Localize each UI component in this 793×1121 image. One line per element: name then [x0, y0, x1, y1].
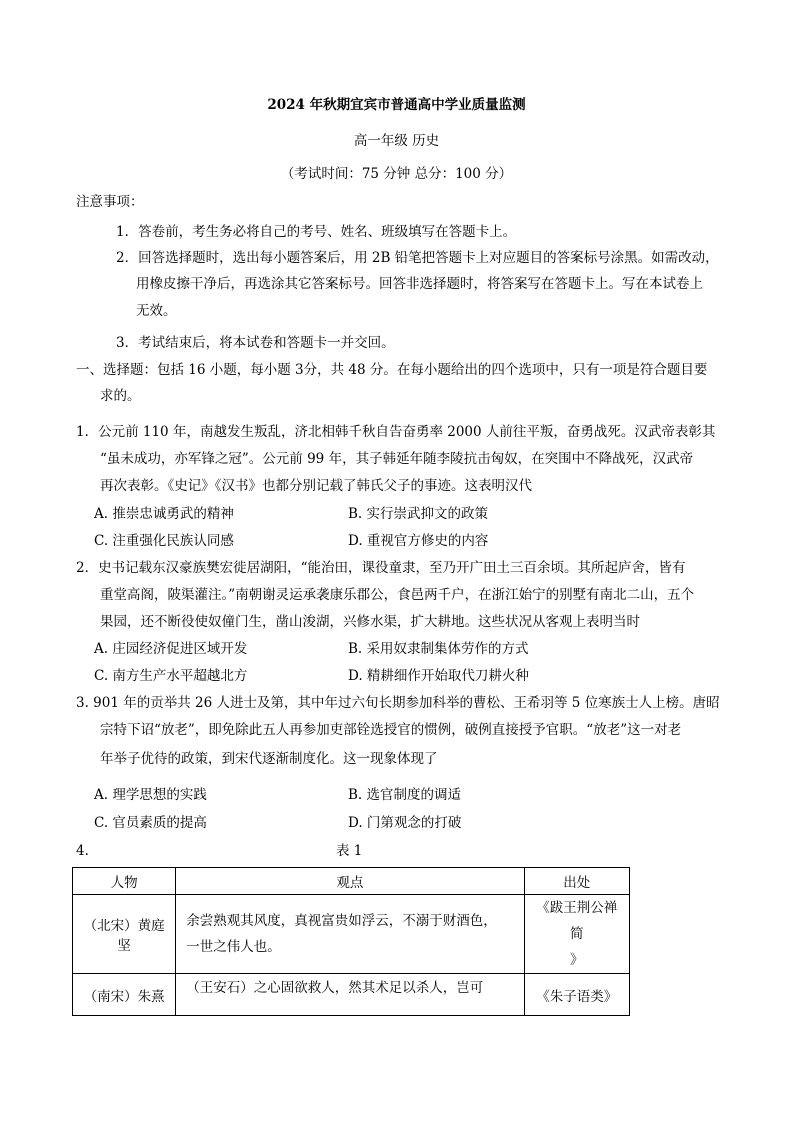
question-1-option-d[interactable]: D. 重视官方修史的内容: [348, 533, 489, 549]
question-1-option-b[interactable]: B. 实行崇武抑文的政策: [348, 506, 489, 522]
cell-view: [176, 895, 524, 974]
question-3-option-a[interactable]: A. 理学思想的实践: [94, 787, 207, 803]
question-1-stem: “虽未成功，亦军锋之冠”。公元前 99 年，其子韩延年随李陵抗击匈奴，在突围中不降战死，汉武帝: [100, 451, 694, 467]
table-header-row: [73, 868, 630, 895]
cell-source: [524, 895, 629, 974]
question-4-number: 4.: [76, 843, 89, 859]
notes-item: 用橡皮擦干净后，再选涂其它答案标号。回答非选择题时，将答案写在答题卡上。写在本试卷上: [136, 276, 703, 292]
header-source: 出处: [524, 868, 629, 895]
source-line: 《朱子语类》: [536, 988, 618, 1005]
question-2-stem: 重堂高阁，陂渠灌注。”南朝谢灵运承袭康乐郡公，食邑两千户，在浙江始宁的别墅有南北二山，五个: [100, 587, 695, 603]
section-heading-cont: 求的。: [100, 388, 141, 404]
question-1-stem: 再次表彰。《史记》《汉书》也都分别记载了韩氏父子的事迹。这表明汉代: [100, 478, 532, 494]
exam-title: 2024 年秋期宜宾市普通高中学业质量监测: [267, 97, 526, 113]
view-line: 一世之伟人也。: [186, 939, 281, 955]
cell-view: [176, 974, 524, 1016]
header-person: 人物: [73, 868, 176, 895]
view-line: 余尝熟观其风度，真视富贵如浮云，不溺于财酒色，: [186, 913, 497, 929]
source-line: 《跋王荆公禅简: [536, 900, 618, 942]
notes-item: 无效。: [136, 303, 177, 319]
question-2-stem: 2．史书记载东汉豪族樊宏徙居湖阳，“能治田，课役童隶，至乃开广田土三百余顷。其所起庐舍，皆有: [76, 560, 686, 576]
view-line: （王安石）之心固欲救人，然其术足以杀人，岂可: [186, 980, 484, 996]
cell-person: （南宋）朱熹: [73, 974, 176, 1016]
question-3-option-c[interactable]: C. 官员素质的提高: [94, 815, 207, 831]
source-line: 》: [570, 952, 584, 968]
section-heading: 一、选择题：包括 16 小题，每小题 3分，共 48 分。在每小题给出的四个选项中，只有一项是符合题目要: [76, 362, 708, 378]
question-3-option-d[interactable]: D. 门第观念的打破: [348, 815, 462, 831]
question-3-stem: 宗特下诏“放老”，即免除此五人再参加吏部铨选授官的惯例，破例直接授予官职。“放老”这一对老: [100, 722, 682, 738]
question-2-option-a[interactable]: A. 庄园经济促进区域开发: [94, 641, 248, 657]
question-3-option-b[interactable]: B. 选官制度的调适: [348, 787, 462, 803]
notes-item: 1．答卷前，考生务必将自己的考号、姓名、班级填写在答题卡上。: [116, 224, 517, 240]
question-1-stem: 1．公元前 110 年，南越发生叛乱，济北相韩千秋自告奋勇率 2000 人前往平叛，奋勇战死。汉武帝表彰其: [76, 424, 716, 440]
table-row: [73, 974, 630, 1016]
question-1-option-c[interactable]: C. 注重强化民族认同感: [94, 533, 234, 549]
question-3-stem: 年举子优待的政策，到宋代逐渐制度化。这一现象体现了: [100, 751, 438, 767]
question-2-option-c[interactable]: C. 南方生产水平超越北方: [94, 668, 248, 684]
viewpoint-table: [72, 867, 630, 1016]
notes-item: 2．回答选择题时，选出每小题答案后，用 2B 铅笔把答题卡上对应题目的答案标号涂黑。如需改动，: [116, 250, 719, 266]
header-view: 观点: [176, 868, 524, 895]
question-2-stem: 果园，还不断役使奴僮门生，凿山浚湖，兴修水渠，扩大耕地。这些状况从客观上表明当时: [100, 614, 640, 630]
cell-person: （北宋）黄庭坚: [73, 895, 176, 974]
grade-subject: 高一年级 历史: [353, 133, 440, 149]
question-1-option-a[interactable]: A. 推崇忠诚勇武的精神: [94, 506, 234, 522]
question-3-stem: 3. 901 年的贡举共 26 人进士及第，其中年过六旬长期参加科举的曹松、王希羽等 5 位寒族士人上榜。唐昭: [76, 695, 720, 711]
question-2-option-d[interactable]: D. 精耕细作开始取代刀耕火种: [348, 668, 529, 684]
exam-info: （考试时间：75 分钟 总分：100 分）: [280, 166, 513, 182]
table-row: [73, 895, 630, 974]
cell-source: [524, 974, 629, 1016]
table-title: 表 1: [336, 843, 363, 859]
notes-heading: 注意事项：: [76, 194, 144, 210]
question-2-option-b[interactable]: B. 采用奴隶制集体劳作的方式: [348, 641, 529, 657]
notes-item: 3．考试结束后，将本试卷和答题卡一并交回。: [116, 335, 395, 351]
